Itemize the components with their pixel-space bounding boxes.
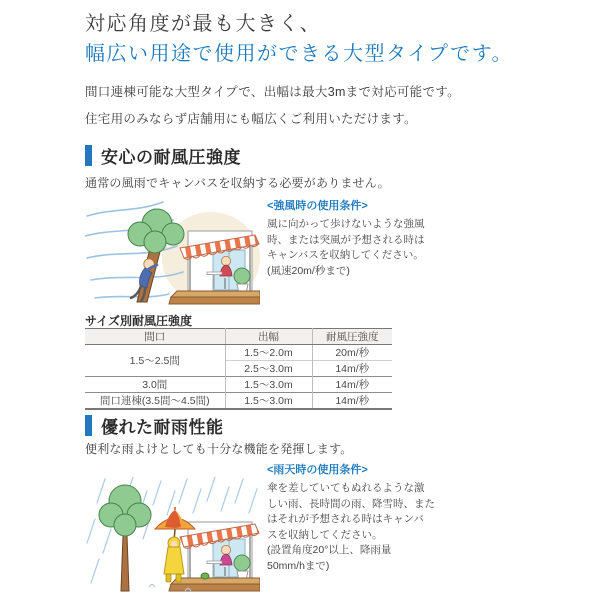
section-header-rain (85, 413, 224, 438)
section-title-rain: 優れた耐雨性能 (101, 418, 224, 437)
table-row (85, 393, 392, 410)
col-header-debaba: 出幅 (225, 329, 312, 345)
wind-condition-box (267, 197, 425, 279)
intro-text-1: 間口連棟可能な大型タイプで、出幅は最大3mまで対応可能です。 (85, 85, 460, 99)
rain-condition-line: はそれが予想される時はキャンバ (267, 513, 424, 525)
table-cell: 20m/秒 (312, 345, 392, 361)
rain-condition-line: しい雨、長時間の雨、降雪時、また (267, 497, 435, 510)
col-header-maguchi: 間口 (85, 329, 225, 345)
deck-top (171, 291, 260, 297)
table-cell: 14m/秒 (312, 361, 392, 377)
wind-illustration (85, 198, 260, 317)
page-title-line2: 幅広い用途で使用ができる大型タイプです。 (85, 43, 513, 65)
rain-condition-box (267, 461, 435, 574)
page-title-line1: 対応角度が最も大きく、 (85, 13, 322, 35)
rain-condition-line: スを収納してください。 (267, 528, 383, 541)
wind-condition-line: キャンバスを収納してください。 (267, 249, 424, 261)
rain-illustration (85, 477, 260, 605)
table-cell: 1.5〜2.0m (225, 345, 312, 361)
section-accent-bar (85, 415, 92, 436)
deck-front (169, 584, 260, 591)
section-header-wind (85, 143, 241, 168)
frog (201, 573, 209, 579)
table-row (85, 377, 392, 393)
table-header-row (85, 329, 392, 345)
wind-condition-title: <強風時の使用条件> (267, 200, 368, 212)
wind-condition-line: 時、または突風が予想される時は (267, 233, 425, 246)
shrub (234, 555, 250, 571)
wind-condition-line: (風速20m/秒まで) (267, 264, 350, 277)
table-cell: 1.5〜3.0m (225, 377, 312, 393)
table-cell: 3.0間 (85, 377, 225, 393)
rain-lead-text: 便利な雨よけとしても十分な機能を発揮します。 (85, 442, 353, 456)
table-cell: 間口連棟(3.5間〜4.5間) (85, 393, 225, 410)
table-row (85, 345, 392, 361)
intro-text-2: 住宅用のみならず店舗用にも幅広くご利用いただけます。 (85, 112, 417, 126)
splash (149, 585, 155, 588)
wind-strength-table (85, 328, 392, 410)
rain-condition-title: <雨天時の使用条件> (267, 464, 368, 476)
deck-front (169, 297, 260, 304)
table-cell: 1.5〜2.5間 (129, 355, 180, 367)
table-cell: 1.5〜3.0m (225, 393, 312, 410)
deck-top (171, 578, 260, 584)
section-accent-bar (85, 145, 92, 166)
shrub (234, 268, 250, 284)
wind-condition-line: 風に向かって歩けないような強風 (267, 218, 425, 230)
col-header-strength: 耐風圧強度 (312, 329, 392, 345)
rain-condition-line: (設置角度20°以上、降雨量 (267, 544, 392, 556)
rain-condition-line: 50mm/hまで) (267, 559, 330, 572)
table-cell: 2.5〜3.0m (225, 361, 312, 377)
table-title: サイズ別耐風圧強度 (85, 314, 193, 328)
wind-lead-text: 通常の風雨でキャンバスを収納する必要がありません。 (85, 176, 390, 190)
table-cell: 14m/秒 (312, 377, 392, 393)
rain-condition-line: 傘を差していてもぬれるような激 (267, 482, 425, 494)
section-title-wind: 安心の耐風圧強度 (101, 148, 241, 167)
table-cell: 14m/秒 (312, 393, 392, 410)
